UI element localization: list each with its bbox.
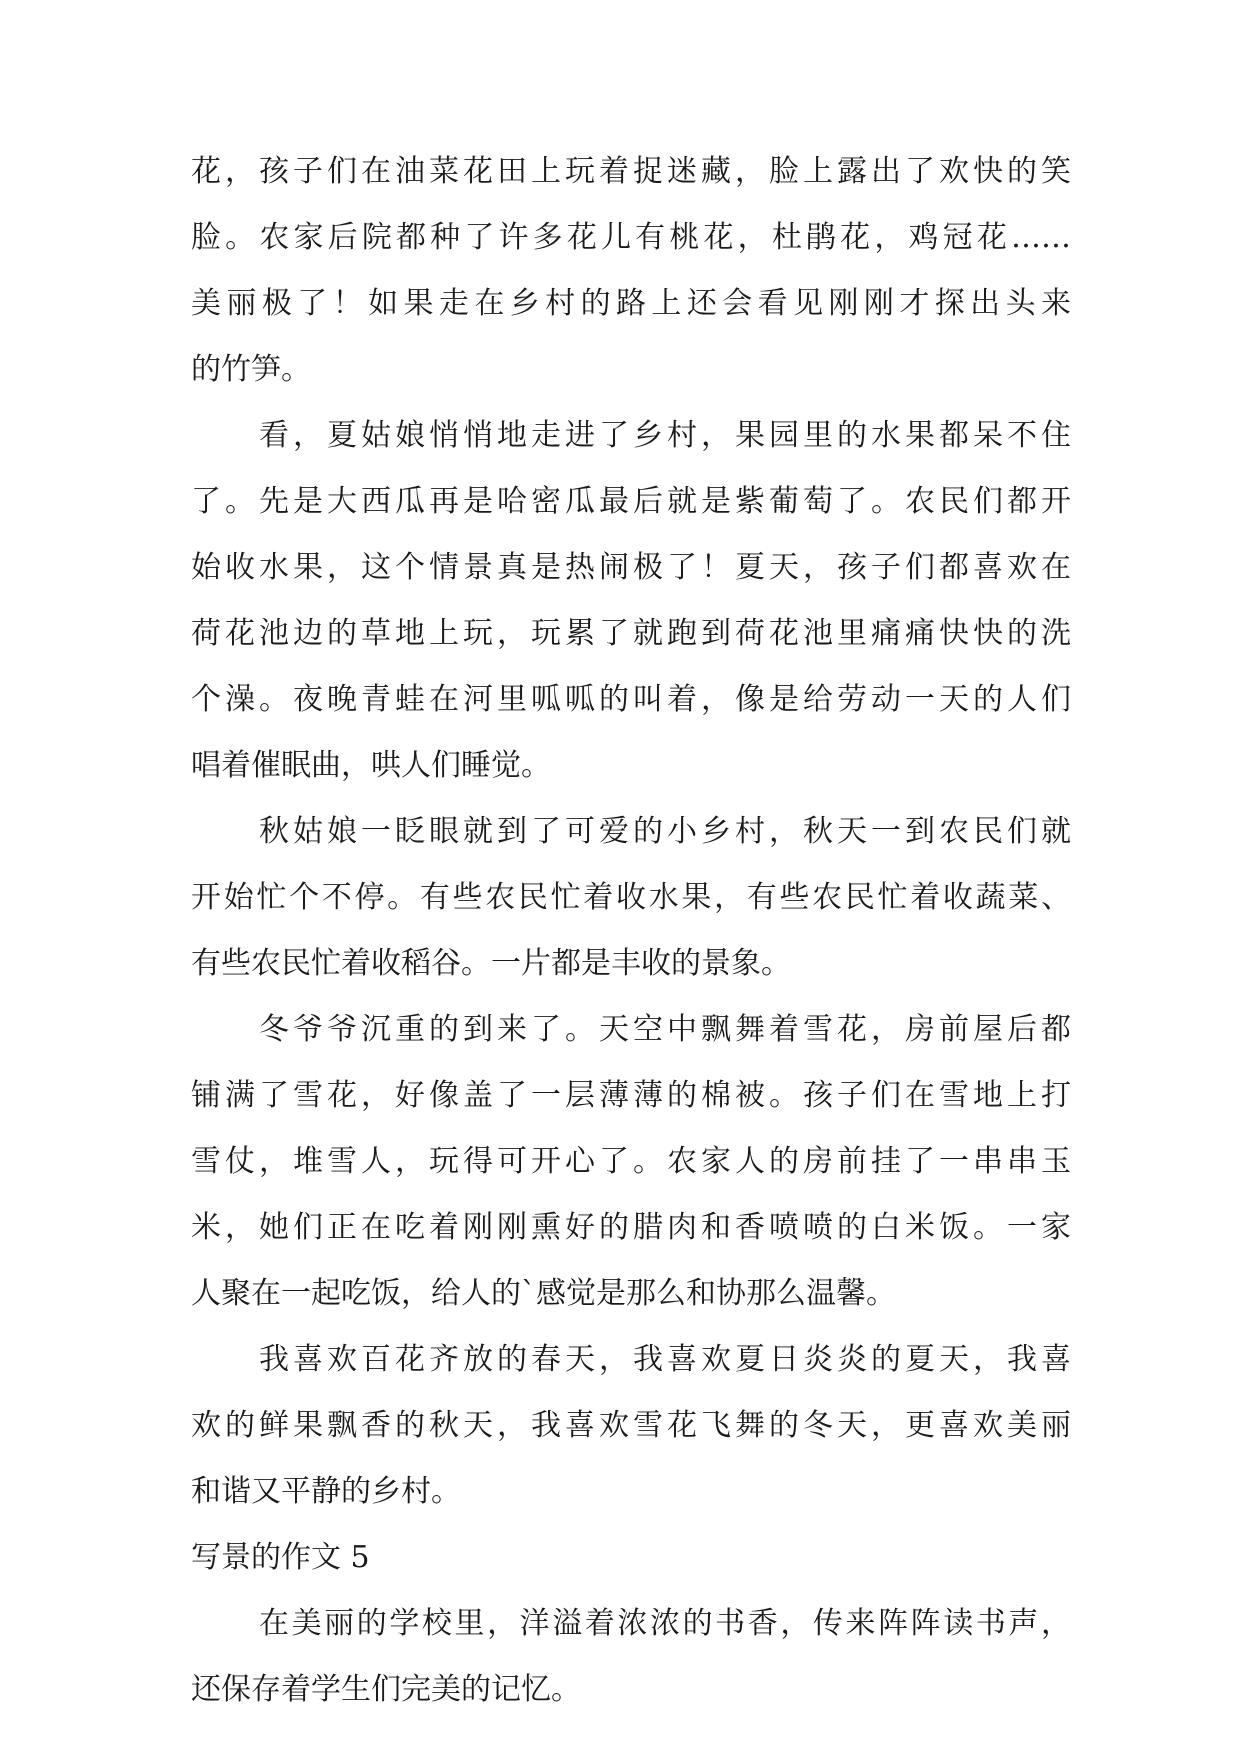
paragraph-line: 荷花池边的草地上玩，玩累了就跑到荷花池里痛痛快快的洗 <box>191 616 1071 651</box>
paragraph-line: 的竹笋。 <box>191 352 311 387</box>
paragraph-line: 铺满了雪花，好像盖了一层薄薄的棉被。孩子们在雪地上打 <box>191 1078 1071 1113</box>
paragraph-line: 了。先是大西瓜再是哈密瓜最后就是紫葡萄了。农民们都开 <box>191 484 1071 519</box>
section-heading: 写景的作文 5 <box>191 1540 370 1575</box>
paragraph-line: 有些农民忙着收稻谷。一片都是丰收的景象。 <box>191 946 791 981</box>
paragraph-line: 开始忙个不停。有些农民忙着收水果，有些农民忙着收蔬菜、 <box>191 880 1071 915</box>
paragraph-line: 和谐又平静的乡村。 <box>191 1474 461 1509</box>
paragraph-line: 米，她们正在吃着刚刚熏好的腊肉和香喷喷的白米饭。一家 <box>191 1210 1071 1245</box>
paragraph-line: 在美丽的学校里，洋溢着浓浓的书香，传来阵阵读书声， <box>259 1606 1071 1641</box>
paragraph-line: 脸。农家后院都种了许多花儿有桃花，杜鹃花，鸡冠花…… <box>191 220 1071 255</box>
paragraph-line: 始收水果，这个情景真是热闹极了！夏天，孩子们都喜欢在 <box>191 550 1071 585</box>
paragraph-line: 个澡。夜晚青蛙在河里呱呱的叫着，像是给劳动一天的人们 <box>191 682 1071 717</box>
paragraph-line: 雪仗，堆雪人，玩得可开心了。农家人的房前挂了一串串玉 <box>191 1144 1071 1179</box>
paragraph-line: 还保存着学生们完美的记忆。 <box>191 1672 581 1707</box>
paragraph-line: 我喜欢百花齐放的春天，我喜欢夏日炎炎的夏天，我喜 <box>259 1342 1071 1377</box>
paragraph-line: 秋姑娘一眨眼就到了可爱的小乡村，秋天一到农民们就 <box>259 814 1071 849</box>
paragraph-line: 美丽极了！如果走在乡村的路上还会看见刚刚才探出头来 <box>191 286 1071 321</box>
paragraph-line: 欢的鲜果飘香的秋天，我喜欢雪花飞舞的冬天，更喜欢美丽 <box>191 1408 1071 1443</box>
paragraph-line: 唱着催眠曲，哄人们睡觉。 <box>191 748 551 783</box>
paragraph-line: 人聚在一起吃饭，给人的`感觉是那么和协那么温馨。 <box>191 1276 896 1311</box>
paragraph-line: 冬爷爷沉重的到来了。天空中飘舞着雪花，房前屋后都 <box>259 1012 1071 1047</box>
paragraph-line: 看，夏姑娘悄悄地走进了乡村，果园里的水果都呆不住 <box>259 418 1071 453</box>
paragraph-line: 花，孩子们在油菜花田上玩着捉迷藏，脸上露出了欢快的笑 <box>191 154 1071 189</box>
